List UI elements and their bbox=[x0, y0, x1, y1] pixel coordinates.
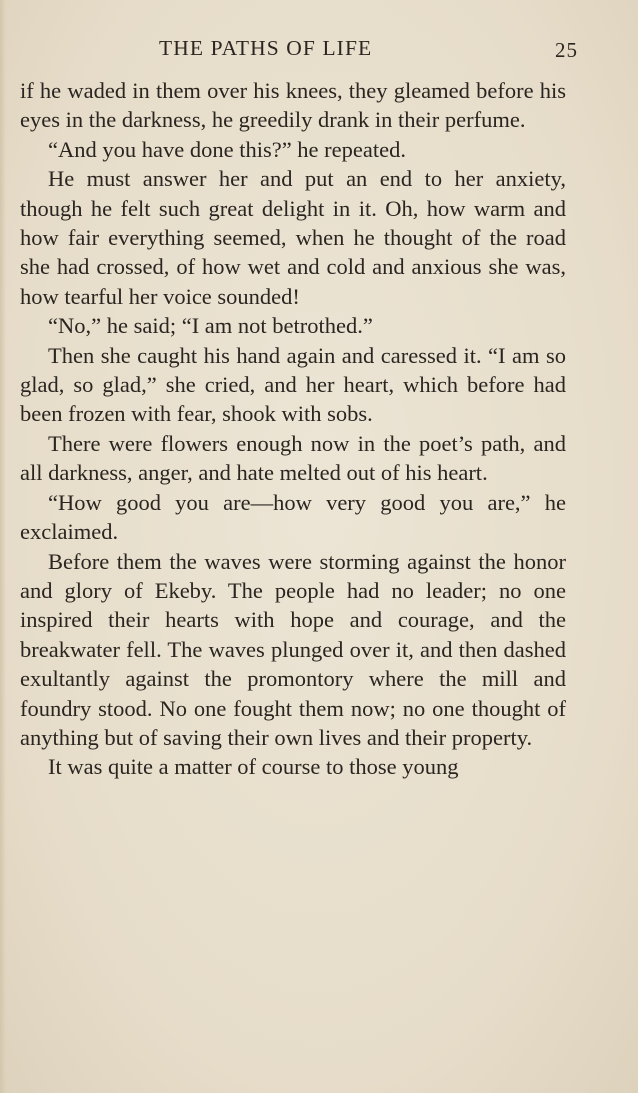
page-header bbox=[20, 36, 578, 66]
paragraph: There were flowers enough now in the poet’s path, and all darkness, anger, and hate melted out of his heart. bbox=[20, 430, 566, 486]
body-text bbox=[20, 76, 566, 782]
paragraph-continued: if he waded in them over his knees, they gleamed before his eyes in the darkness, he greedily drank in their perfume. bbox=[20, 78, 566, 133]
paragraph: Then she caught his hand again and caressed it. “I am so glad, so glad,” she cried, and her heart, which before had been frozen with fear, shook with sobs. bbox=[20, 342, 566, 427]
paragraph-continues: It was quite a matter of course to those young bbox=[48, 754, 459, 780]
paragraph: He must answer her and put an end to her anxiety, though he felt such great delight in it. Oh, how warm and how fair everything seemed, when he thought of the road she had crossed, of how wet and cold and anxious she was, how tearful her voice sounded! bbox=[20, 166, 566, 309]
page-number: 25 bbox=[555, 38, 578, 62]
paragraph: Before them the waves were storming against the honor and glory of Ekeby. The people had no leader; no one inspired their hearts with hope and courage, and the breakwater fell. The waves plunged over it, and then dashed exultantly against the promontory where the mill and foundry stood. No one fought them now; no one thought of anything but of saving their own lives and their property. bbox=[20, 548, 566, 750]
paragraph: “How good you are—how very good you are,” he exclaimed. bbox=[20, 489, 566, 545]
paragraph: “No,” he said; “I am not betrothed.” bbox=[48, 313, 373, 339]
paragraph: “And you have done this?” he repeated. bbox=[48, 136, 406, 162]
running-title: THE PATHS OF LIFE bbox=[159, 36, 373, 60]
page-edge-shadow bbox=[0, 0, 6, 1093]
